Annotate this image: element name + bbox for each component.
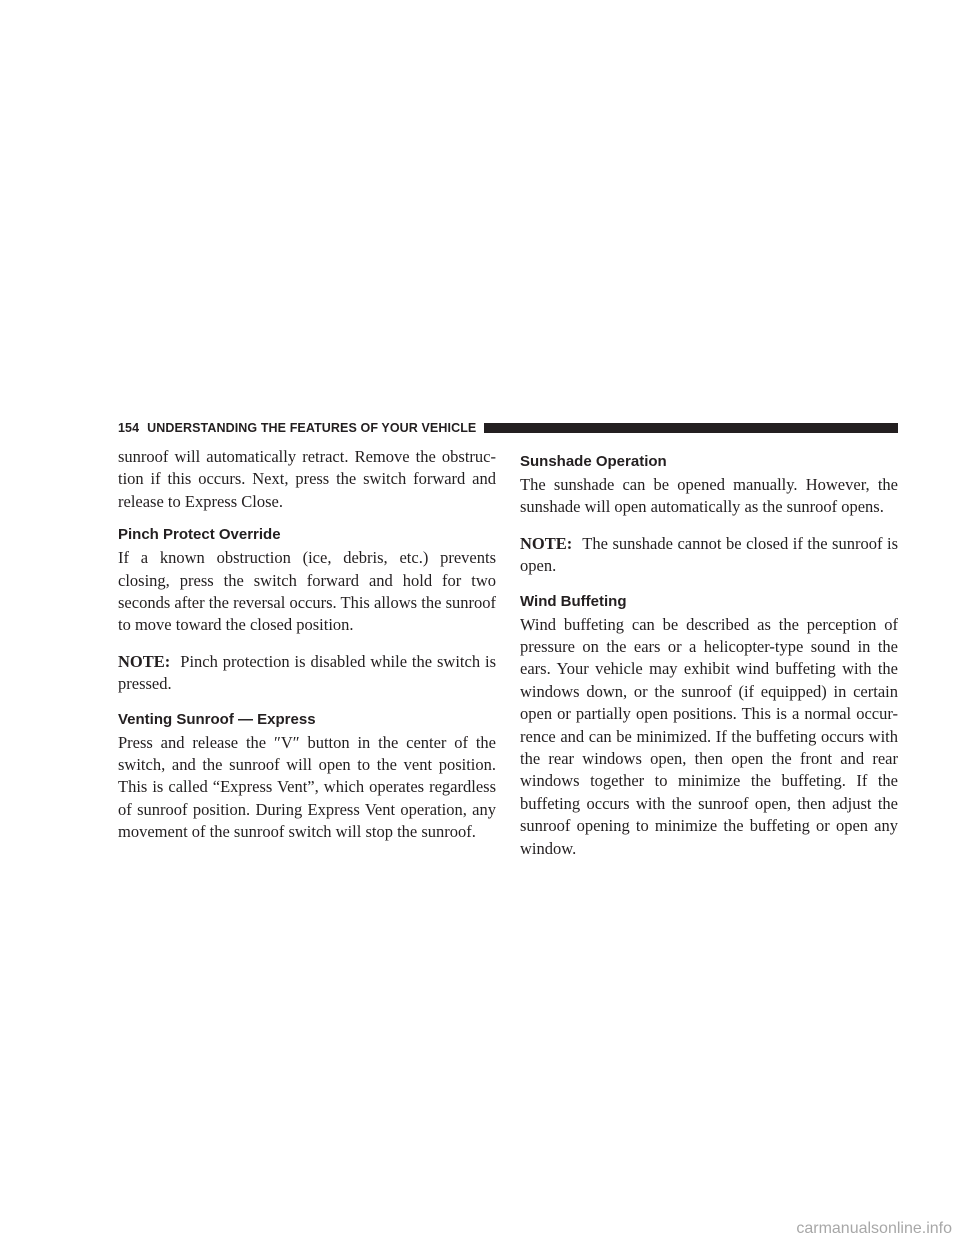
note-label: NOTE: — [520, 533, 573, 553]
venting-express-heading: Venting Sunroof — Express — [118, 710, 316, 728]
section-title: UNDERSTANDING THE FEATURES OF YOUR VEHICLE — [147, 421, 477, 435]
page-number: 154 — [118, 421, 140, 435]
pinch-protect-heading: Pinch Protect Override — [118, 526, 281, 544]
wind-buffeting-heading: Wind Buffeting — [520, 592, 627, 610]
page-header — [118, 420, 898, 436]
venting-express-body: Press and release the ″V″ button in the center of the switch, and the sunroof will open to the vent position. This is called “Express Vent”, which operates regardless of sunroof position. During Express Vent operation, any movement of the sunroof switch will stop the sunroof. — [118, 732, 496, 842]
left-column — [118, 446, 496, 858]
intro-paragraph: sunroof will automatically retract. Remove the obstruc- tion if this occurs. Next, press the switch forward and release to Express Close. — [118, 447, 496, 511]
note-label: NOTE: — [118, 651, 171, 671]
header-rule — [484, 423, 898, 433]
note-text: Pinch protection is disabled while the switch is pressed. — [118, 651, 496, 694]
wind-buffeting-body: Wind buffeting can be described as the perception of pressure on the ears or a helicopter-type sound in the ears. Your vehicle may exhibit wind buffeting with the windows down, or the sunroof (if equipped) in certain open or partially open positions. This is a normal occur- rence and can be minimized. If the buffeting occurs with the rear windows open, then open the front and rear windows together to minimize the buffeting. If the buffeting occurs with the sunroof open, then adjust the sunroof opening to minimize the buffeting or open any window. — [520, 614, 898, 858]
footer-watermark: carmanualsonline.info — [796, 1220, 952, 1237]
sunshade-body: The sunshade can be opened manually. However, the sunshade will open automatically as the sunroof opens. — [520, 475, 898, 517]
note-text: The sunshade cannot be closed if the sunroof is open. — [520, 533, 898, 576]
right-column — [520, 446, 898, 874]
pinch-protect-note — [118, 651, 496, 696]
pinch-protect-body: If a known obstruction (ice, debris, etc.) prevents closing, press the switch forward and hold for two seconds after the reversal occurs. This allows the sunroof to move toward the closed position. — [118, 548, 496, 635]
sunshade-note — [520, 533, 898, 578]
sunshade-heading: Sunshade Operation — [520, 453, 667, 470]
